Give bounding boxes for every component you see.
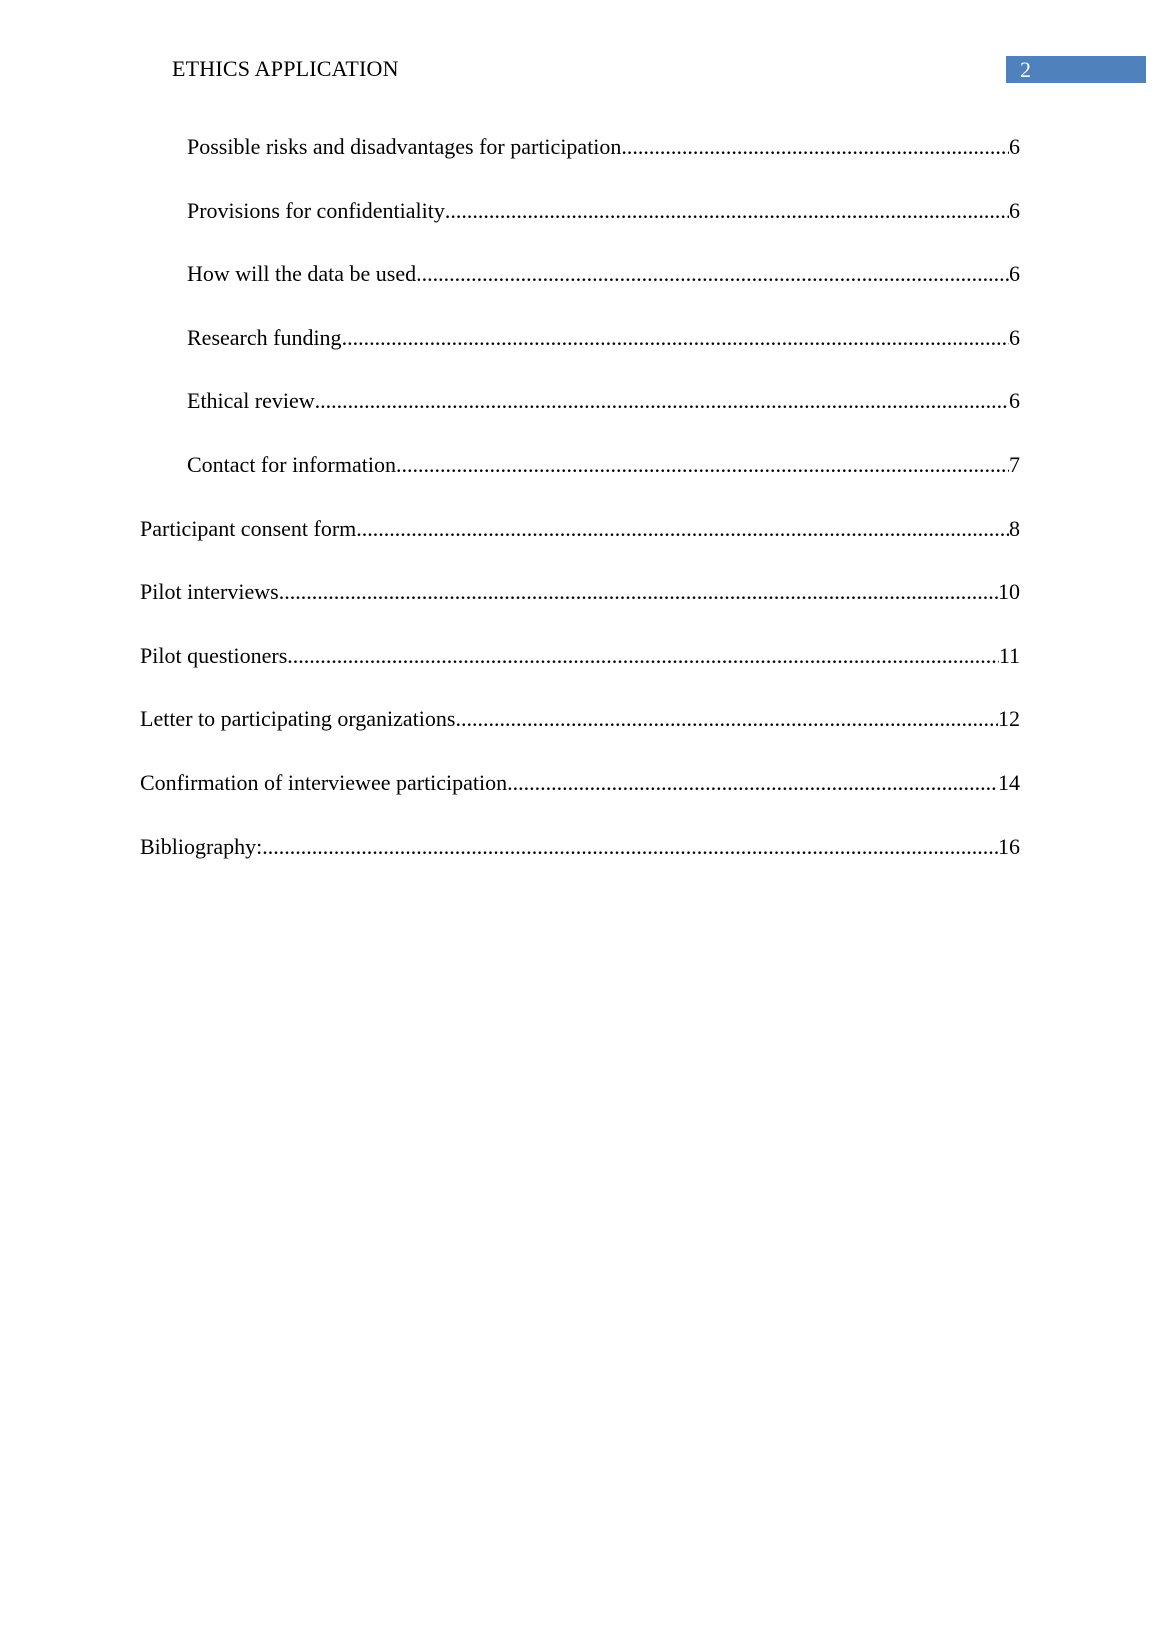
- toc-entry-page: 10: [998, 579, 1020, 604]
- toc-entry-research-funding[interactable]: [187, 324, 1020, 352]
- toc-entry-page: 14: [998, 770, 1020, 795]
- toc-entry-bibliography[interactable]: [140, 833, 1020, 861]
- toc-entry-label: Bibliography:: [140, 834, 263, 859]
- toc-entry-provisions-confidentiality[interactable]: [187, 197, 1020, 225]
- toc-entry-page: 8: [1009, 516, 1020, 541]
- toc-entry-page: 7: [1009, 452, 1020, 477]
- toc-entry-label: Participant consent form: [140, 516, 357, 541]
- toc-entry-label: Contact for information: [187, 452, 396, 477]
- toc-entry-data-use[interactable]: [187, 260, 1020, 288]
- toc-entry-page: 16: [998, 834, 1020, 859]
- toc-entry-page: 12: [998, 706, 1020, 731]
- toc-entry-pilot-interviews[interactable]: [140, 578, 1020, 606]
- toc-dot-leader: [445, 197, 1009, 225]
- toc-entry-possible-risks[interactable]: [187, 133, 1020, 161]
- toc-entry-page: 6: [1009, 134, 1020, 159]
- toc-entry-letter-organizations[interactable]: [140, 705, 1020, 733]
- toc-entry-label: Provisions for confidentiality: [187, 198, 445, 223]
- page-number-badge: 2: [1006, 56, 1146, 83]
- toc-entry-contact-information[interactable]: [187, 451, 1020, 479]
- toc-entry-label: How will the data be used: [187, 261, 417, 286]
- toc-entry-label: Pilot interviews: [140, 579, 279, 604]
- toc-entry-page: 6: [1009, 198, 1020, 223]
- toc-entry-page: 11: [998, 643, 1020, 668]
- toc-entry-label: Research funding: [187, 325, 342, 350]
- toc-dot-leader: [279, 578, 998, 606]
- toc-dot-leader: [621, 133, 1009, 161]
- toc-entry-interviewee-confirmation[interactable]: [140, 769, 1020, 797]
- toc-dot-leader: [287, 642, 999, 670]
- toc-dot-leader: [455, 705, 998, 733]
- toc-entry-ethical-review[interactable]: [187, 387, 1020, 415]
- toc-entry-consent-form[interactable]: [140, 515, 1020, 543]
- toc-dot-leader: [262, 833, 998, 861]
- toc-dot-leader: [315, 387, 1009, 415]
- toc-entry-page: 6: [1009, 325, 1020, 350]
- toc-entry-label: Ethical review: [187, 388, 315, 413]
- toc-dot-leader: [342, 324, 1009, 352]
- toc-dot-leader: [416, 260, 1009, 288]
- toc-entry-label: Confirmation of interviewee participation: [140, 770, 508, 795]
- toc-entry-pilot-questioners[interactable]: [140, 642, 1020, 670]
- toc-entry-label: Letter to participating organizations: [140, 706, 456, 731]
- running-header-title: ETHICS APPLICATION: [172, 56, 399, 81]
- toc-entry-label: Possible risks and disadvantages for participation: [187, 134, 622, 159]
- toc-entry-page: 6: [1009, 261, 1020, 286]
- toc-entry-label: Pilot questioners: [140, 643, 288, 668]
- toc-dot-leader: [356, 515, 1009, 543]
- toc-entry-page: 6: [1009, 388, 1020, 413]
- toc-dot-leader: [507, 769, 998, 797]
- toc-dot-leader: [396, 451, 1009, 479]
